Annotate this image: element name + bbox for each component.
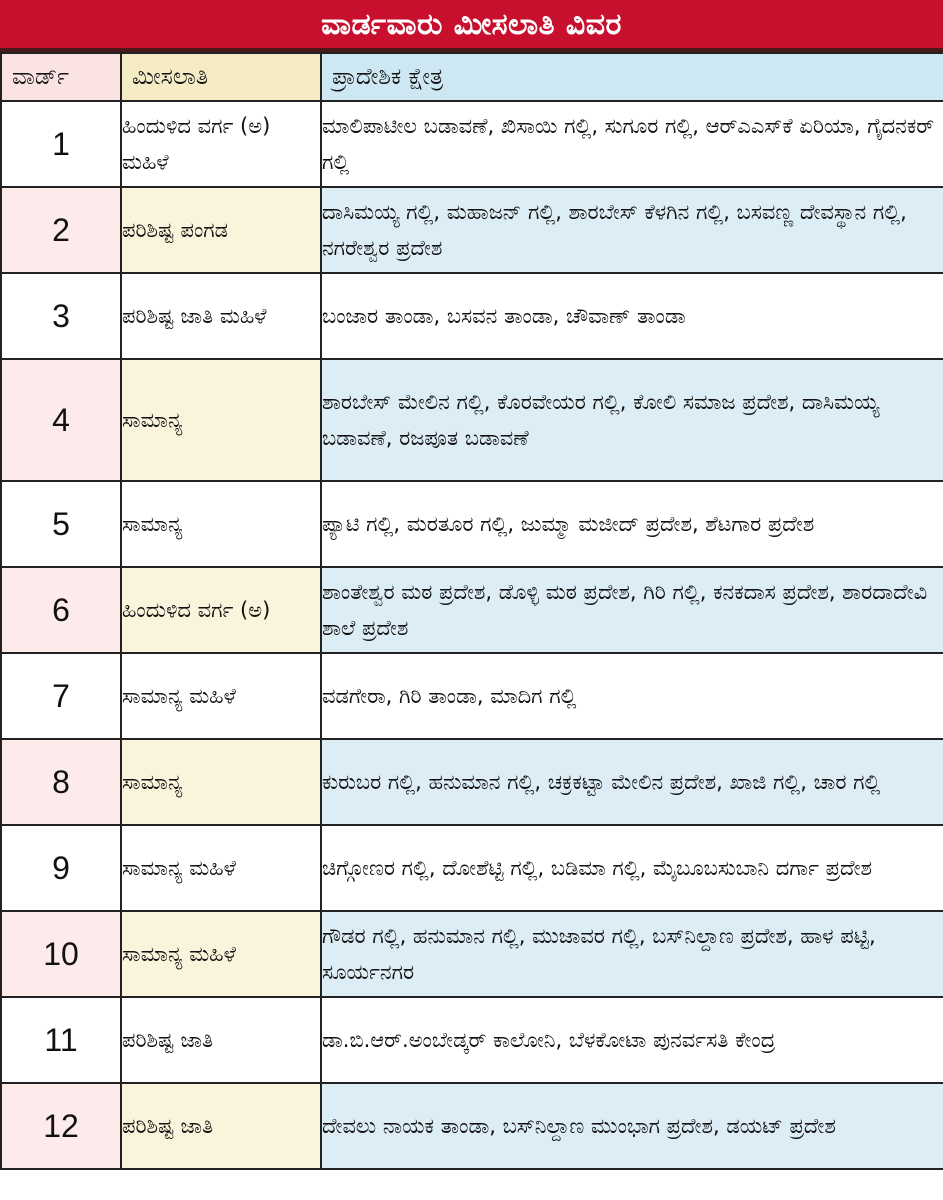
ward-area: ಬಂಜಾರ ತಾಂಡಾ, ಬಸವನ ತಾಂಡಾ, ಚೌವಾಣ್ ತಾಂಡಾ bbox=[321, 273, 943, 359]
table-row bbox=[1, 1083, 943, 1169]
header-area: ಪ್ರಾದೇಶಿಕ ಕ್ಷೇತ್ರ bbox=[321, 53, 943, 101]
ward-number: 2 bbox=[1, 187, 121, 273]
ward-area: ಶಾರಬೇಸ್ ಮೇಲಿನ ಗಲ್ಲಿ, ಕೊರವೇಯರ ಗಲ್ಲಿ, ಕೋಲಿ ಸಮಾಜ ಪ್ರದೇಶ, ದಾಸಿಮಯ್ಯ ಬಡಾವಣೆ, ರಜಪೂತ ಬಡಾವಣೆ bbox=[321, 359, 943, 481]
table-row bbox=[1, 101, 943, 187]
table-row bbox=[1, 825, 943, 911]
table-row bbox=[1, 187, 943, 273]
ward-number: 7 bbox=[1, 653, 121, 739]
ward-area: ವಡಗೇರಾ, ಗಿರಿ ತಾಂಡಾ, ಮಾದಿಗ ಗಲ್ಲಿ bbox=[321, 653, 943, 739]
ward-area: ದಾಸಿಮಯ್ಯ ಗಲ್ಲಿ, ಮಹಾಜನ್ ಗಲ್ಲಿ, ಶಾರಬೇಸ್ ಕೆಳಗಿನ ಗಲ್ಲಿ, ಬಸವಣ್ಣ ದೇವಸ್ಥಾನ ಗಲ್ಲಿ, ನಗರೇಶ್ವರ ಪ್ರದೇಶ bbox=[321, 187, 943, 273]
ward-area: ದೇವಲು ನಾಯಕ ತಾಂಡಾ, ಬಸ್‌ನಿಲ್ದಾಣ ಮುಂಭಾಗ ಪ್ರದೇಶ, ಡಯಟ್ ಪ್ರದೇಶ bbox=[321, 1083, 943, 1169]
ward-number: 4 bbox=[1, 359, 121, 481]
ward-reservation: ಪರಿಶಿಷ್ಟ ಪಂಗಡ bbox=[121, 187, 321, 273]
ward-reservation: ಸಾಮಾನ್ಯ ಮಹಿಳೆ bbox=[121, 911, 321, 997]
ward-number: 6 bbox=[1, 567, 121, 653]
ward-reservation-table bbox=[0, 52, 943, 1170]
ward-area: ಶಾಂತೇಶ್ವರ ಮಠ ಪ್ರದೇಶ, ಡೊಳ್ಳಿ ಮಠ ಪ್ರದೇಶ, ಗಿರಿ ಗಲ್ಲಿ, ಕನಕದಾಸ ಪ್ರದೇಶ, ಶಾರದಾದೇವಿ ಶಾಲೆ ಪ್ರದೇಶ bbox=[321, 567, 943, 653]
ward-area: ಪ್ಯಾಟಿ ಗಲ್ಲಿ, ಮರತೂರ ಗಲ್ಲಿ, ಜುಮ್ಮಾ ಮಜೀದ್ ಪ್ರದೇಶ, ಶೆಟಗಾರ ಪ್ರದೇಶ bbox=[321, 481, 943, 567]
ward-reservation: ಹಿಂದುಳಿದ ವರ್ಗ (ಅ) bbox=[121, 567, 321, 653]
ward-area: ಮಾಲಿಪಾಟೀಲ ಬಡಾವಣೆ, ಖಿಸಾಯಿ ಗಲ್ಲಿ, ಸುಗೂರ ಗಲ್ಲಿ, ಆರ್‌ಎಎಸ್‌ಕೆ ಏರಿಯಾ, ಗೈದನಕರ್ ಗಲ್ಲಿ bbox=[321, 101, 943, 187]
ward-reservation: ಸಾಮಾನ್ಯ bbox=[121, 481, 321, 567]
ward-number: 5 bbox=[1, 481, 121, 567]
table-row bbox=[1, 273, 943, 359]
ward-number: 8 bbox=[1, 739, 121, 825]
table-row bbox=[1, 911, 943, 997]
table-row bbox=[1, 653, 943, 739]
table-row bbox=[1, 359, 943, 481]
ward-number: 10 bbox=[1, 911, 121, 997]
ward-number: 11 bbox=[1, 997, 121, 1083]
table-row bbox=[1, 997, 943, 1083]
ward-reservation: ಸಾಮಾನ್ಯ ಮಹಿಳೆ bbox=[121, 825, 321, 911]
ward-reservation: ಸಾಮಾನ್ಯ bbox=[121, 359, 321, 481]
ward-area: ಗೌಡರ ಗಲ್ಲಿ, ಹನುಮಾನ ಗಲ್ಲಿ, ಮುಜಾವರ ಗಲ್ಲಿ, ಬಸ್‌ನಿಲ್ದಾಣ ಪ್ರದೇಶ, ಹಾಳ ಪಟ್ಟಿ, ಸೂರ್ಯನಗರ bbox=[321, 911, 943, 997]
ward-area: ಕುರುಬರ ಗಲ್ಲಿ, ಹನುಮಾನ ಗಲ್ಲಿ, ಚಕ್ರಕಟ್ಟಾ ಮೇಲಿನ ಪ್ರದೇಶ, ಖಾಜಿ ಗಲ್ಲಿ, ಚಾರ ಗಲ್ಲಿ bbox=[321, 739, 943, 825]
ward-reservation: ಪರಿಶಿಷ್ಟ ಜಾತಿ ಮಹಿಳೆ bbox=[121, 273, 321, 359]
table-row bbox=[1, 481, 943, 567]
ward-number: 1 bbox=[1, 101, 121, 187]
ward-reservation: ಪರಿಶಿಷ್ಟ ಜಾತಿ bbox=[121, 1083, 321, 1169]
ward-reservation: ಹಿಂದುಳಿದ ವರ್ಗ (ಅ) ಮಹಿಳೆ bbox=[121, 101, 321, 187]
ward-reservation: ಸಾಮಾನ್ಯ ಮಹಿಳೆ bbox=[121, 653, 321, 739]
ward-number: 3 bbox=[1, 273, 121, 359]
ward-number: 9 bbox=[1, 825, 121, 911]
header-ward: ವಾರ್ಡ್ bbox=[1, 53, 121, 101]
header-reservation: ಮೀಸಲಾತಿ bbox=[121, 53, 321, 101]
ward-area: ಚಿಗ್ಗೋಣರ ಗಲ್ಲಿ, ದೋಶೆಟ್ಟಿ ಗಲ್ಲಿ, ಬಡಿಮಾ ಗಲ್ಲಿ, ಮೈಬೂಬಸುಬಾನಿ ದರ್ಗಾ ಪ್ರದೇಶ bbox=[321, 825, 943, 911]
ward-reservation: ಪರಿಶಿಷ್ಟ ಜಾತಿ bbox=[121, 997, 321, 1083]
table-row bbox=[1, 567, 943, 653]
ward-area: ಡಾ.ಬಿ.ಆರ್.ಅಂಬೇಡ್ಕರ್ ಕಾಲೋನಿ, ಬೆಳಕೋಟಾ ಪುನರ್ವಸತಿ ಕೇಂದ್ರ bbox=[321, 997, 943, 1083]
ward-number: 12 bbox=[1, 1083, 121, 1169]
table-header-row bbox=[1, 53, 943, 101]
ward-reservation: ಸಾಮಾನ್ಯ bbox=[121, 739, 321, 825]
page-title: ವಾರ್ಡವಾರು ಮೀಸಲಾತಿ ವಿವರ bbox=[0, 0, 943, 52]
table-row bbox=[1, 739, 943, 825]
